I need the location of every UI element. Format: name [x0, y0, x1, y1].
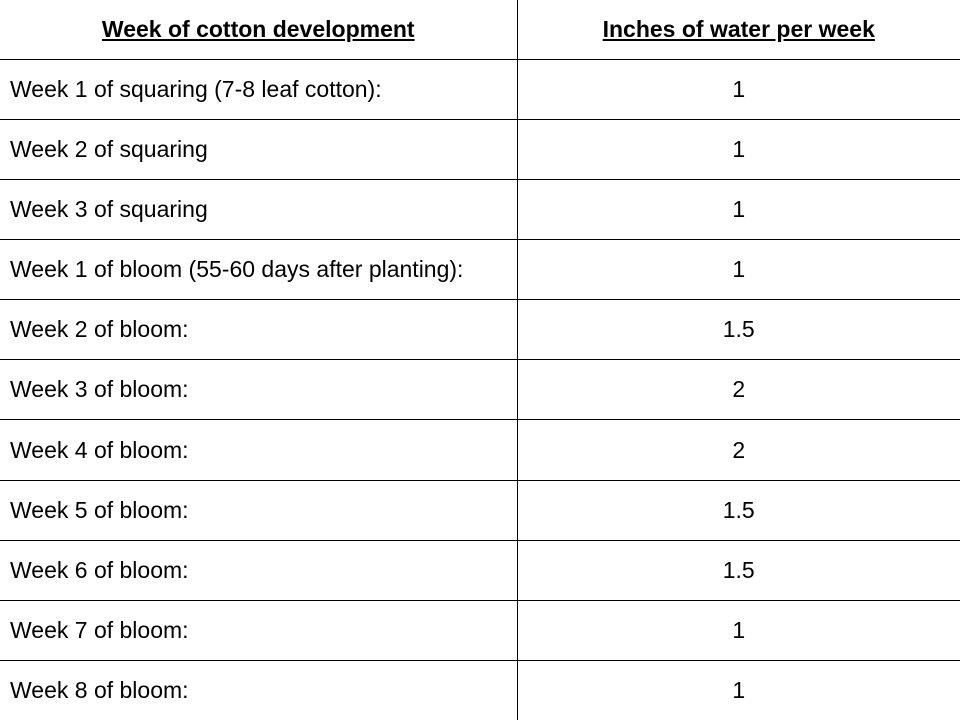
- header-inches-of-water: Inches of water per week: [517, 0, 960, 60]
- table-row: [0, 240, 960, 300]
- table-row: [0, 360, 960, 420]
- table-row: [0, 180, 960, 240]
- table-row: [0, 420, 960, 480]
- table-row: [0, 660, 960, 720]
- water-cell: 1: [517, 120, 960, 180]
- week-cell: Week 3 of squaring: [0, 180, 517, 240]
- week-cell: Week 4 of bloom:: [0, 420, 517, 480]
- table-header-row: [0, 0, 960, 60]
- header-week-of-development: Week of cotton development: [0, 0, 517, 60]
- water-cell: 2: [517, 360, 960, 420]
- water-cell: 1: [517, 660, 960, 720]
- water-cell: 1.5: [517, 540, 960, 600]
- table-row: [0, 300, 960, 360]
- week-cell: Week 7 of bloom:: [0, 600, 517, 660]
- week-cell: Week 3 of bloom:: [0, 360, 517, 420]
- week-cell: Week 6 of bloom:: [0, 540, 517, 600]
- water-cell: 1.5: [517, 480, 960, 540]
- week-cell: Week 1 of squaring (7-8 leaf cotton):: [0, 60, 517, 120]
- week-cell: Week 1 of bloom (55-60 days after planting):: [0, 240, 517, 300]
- week-cell: Week 2 of squaring: [0, 120, 517, 180]
- water-cell: 1: [517, 600, 960, 660]
- water-cell: 1: [517, 180, 960, 240]
- week-cell: Week 5 of bloom:: [0, 480, 517, 540]
- table-row: [0, 540, 960, 600]
- water-cell: 2: [517, 420, 960, 480]
- week-cell: Week 2 of bloom:: [0, 300, 517, 360]
- table-row: [0, 600, 960, 660]
- water-cell: 1: [517, 60, 960, 120]
- water-cell: 1.5: [517, 300, 960, 360]
- water-cell: 1: [517, 240, 960, 300]
- table-row: [0, 480, 960, 540]
- week-cell: Week 8 of bloom:: [0, 660, 517, 720]
- table-row: [0, 120, 960, 180]
- table-row: [0, 60, 960, 120]
